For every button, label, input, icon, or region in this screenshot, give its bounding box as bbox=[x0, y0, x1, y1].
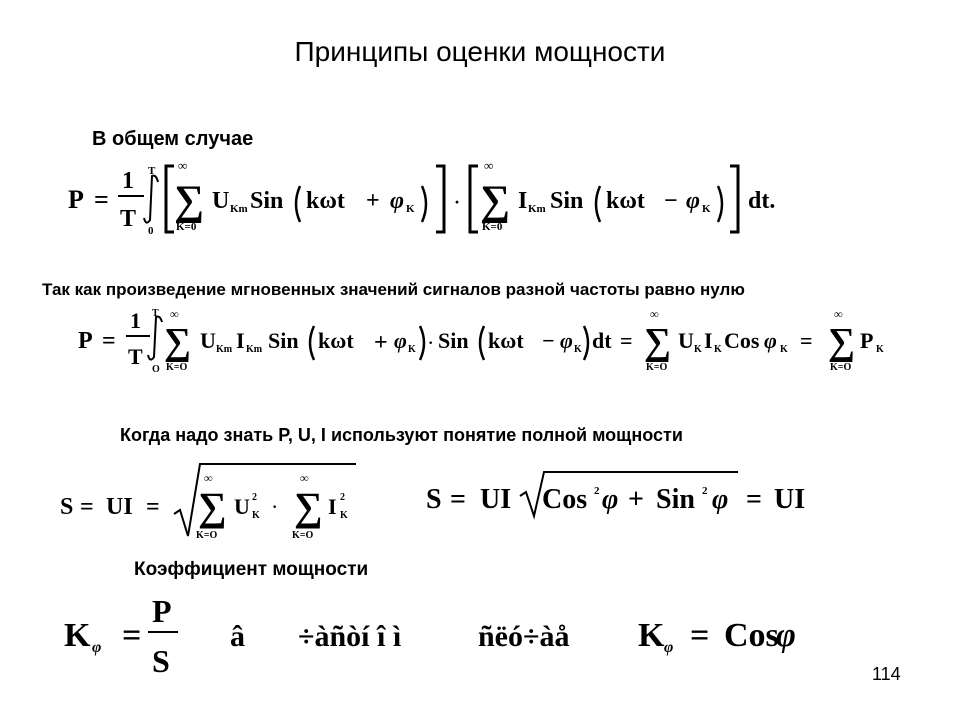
eq5-cos: Cos bbox=[724, 617, 779, 654]
slide-title: Принципы оценки мощности bbox=[294, 36, 666, 67]
page-number: 114 bbox=[872, 664, 901, 684]
eq1-sin1: Sin bbox=[250, 188, 284, 214]
eq1-phi2-sub: K bbox=[702, 203, 711, 215]
eq1-plus: + bbox=[366, 188, 380, 214]
eq2-sum3-bottom: K=O bbox=[830, 362, 852, 373]
eq5-garbled-3: ñëó÷àå bbox=[478, 620, 570, 653]
sum-sign-icon: ∑ bbox=[164, 321, 192, 363]
eq4-sin-sup: 2 bbox=[702, 485, 708, 497]
equation-general-power bbox=[60, 160, 820, 242]
equation-apparent-power bbox=[56, 462, 376, 546]
right-paren-icon bbox=[584, 326, 588, 360]
eq5-phi: φ bbox=[776, 617, 796, 654]
sum-sign-icon: ∑ bbox=[174, 178, 204, 224]
eq1-equals: = bbox=[94, 185, 109, 214]
eq2-p: P bbox=[860, 328, 874, 353]
eq1-i-sub: Km bbox=[528, 203, 546, 215]
eq1-dot: · bbox=[454, 192, 461, 212]
eq1-u-sub: Km bbox=[230, 203, 248, 215]
eq2-int-upper: T bbox=[152, 308, 159, 319]
eq3-sum1-bottom: K=O bbox=[196, 530, 218, 541]
eq2-sum1-bottom: K=O bbox=[166, 362, 188, 373]
eq3-i: I bbox=[328, 494, 337, 519]
eq2-minus: − bbox=[542, 328, 555, 353]
eq2-sum3-top: ∞ bbox=[834, 307, 843, 321]
eq2-cos: Cos bbox=[724, 328, 760, 353]
eq3-sum1-top: ∞ bbox=[204, 471, 213, 485]
eq5-equals: = bbox=[122, 617, 142, 654]
eq1-int-upper: T bbox=[148, 165, 156, 177]
eq2-frac-den: T bbox=[128, 344, 143, 369]
eq4-equals: = bbox=[450, 484, 466, 515]
eq1-sum2-bottom: K=0 bbox=[482, 221, 503, 233]
eq2-phi2: φ bbox=[560, 328, 573, 353]
eq2-i-sub: Km bbox=[246, 344, 263, 355]
left-bracket-icon bbox=[470, 166, 478, 232]
eq1-phi1-sub: K bbox=[406, 203, 415, 215]
eq4-phi1: φ bbox=[602, 484, 619, 515]
eq3-sum2-top: ∞ bbox=[300, 471, 309, 485]
eq1-dt: dt. bbox=[748, 188, 776, 214]
eq1-sum1-bottom: K=0 bbox=[176, 221, 197, 233]
eq4-cos-sup: 2 bbox=[594, 485, 600, 497]
eq4-cos: Cos bbox=[542, 484, 588, 515]
eq5-garbled-1: â bbox=[230, 620, 245, 653]
right-paren-icon bbox=[420, 326, 424, 360]
eq3-ui: UI bbox=[106, 494, 133, 520]
eq1-arg2: kωt bbox=[606, 188, 645, 214]
eq4-sin: Sin bbox=[656, 484, 695, 515]
equation-apparent-power-trig bbox=[424, 466, 824, 522]
eq2-phi1-sub: K bbox=[408, 344, 416, 355]
eq3-u-sub: K bbox=[252, 510, 260, 521]
eq5-phi-sub: φ bbox=[92, 639, 102, 656]
heading-general-case: В общем случае bbox=[92, 128, 254, 150]
eq1-frac-num: 1 bbox=[122, 168, 134, 194]
eq1-int-lower: 0 bbox=[148, 225, 154, 237]
eq2-u-sub: Km bbox=[216, 344, 233, 355]
eq4-ui: UI bbox=[480, 484, 512, 515]
eq2-phi3-sub: K bbox=[780, 344, 788, 355]
heading-power-factor: Коэффициент мощности bbox=[134, 559, 369, 580]
eq2-sum2-top: ∞ bbox=[650, 307, 659, 321]
sum-sign-icon: ∑ bbox=[480, 178, 510, 224]
eq2-int-lower: O bbox=[152, 364, 160, 375]
right-bracket-icon bbox=[436, 166, 444, 232]
eq2-u2-sub: K bbox=[694, 344, 702, 355]
left-bracket-icon bbox=[166, 166, 174, 232]
eq3-u: U bbox=[234, 494, 250, 519]
eq1-frac-den: T bbox=[120, 206, 137, 232]
eq1-lhs: P bbox=[68, 185, 84, 214]
eq2-p-sub: K bbox=[876, 344, 884, 355]
eq3-i-sub: K bbox=[340, 510, 348, 521]
eq2-dot: · bbox=[428, 335, 434, 352]
sum-sign-icon: ∑ bbox=[644, 321, 672, 363]
right-paren-icon bbox=[718, 186, 722, 222]
eq2-sum1-top: ∞ bbox=[170, 307, 179, 321]
heading-full-power: Когда надо знать P, U, I используют понятие полной мощности bbox=[120, 425, 683, 445]
eq1-u: U bbox=[212, 188, 230, 214]
eq2-sin1: Sin bbox=[268, 328, 299, 353]
eq2-equals-2: = bbox=[620, 328, 633, 353]
heading-product-zero: Так как произведение мгновенных значений сигналов разной частоты равно нулю bbox=[42, 280, 745, 299]
eq4-plus: + bbox=[628, 484, 644, 515]
eq5-k: K bbox=[64, 617, 91, 654]
eq3-lhs: S bbox=[60, 494, 74, 520]
integral-sign-icon bbox=[148, 317, 162, 360]
eq2-dt: dt bbox=[592, 328, 612, 353]
eq5-equals-2: = bbox=[690, 617, 710, 654]
eq1-i: I bbox=[518, 188, 528, 214]
eq4-equals-2: = bbox=[746, 484, 762, 515]
integral-sign-icon bbox=[144, 176, 158, 223]
sum-sign-icon: ∑ bbox=[828, 321, 856, 363]
eq3-i-sup: 2 bbox=[340, 492, 345, 503]
left-paren-icon bbox=[480, 326, 484, 360]
eq2-phi1: φ bbox=[394, 328, 407, 353]
eq3-dot: · bbox=[272, 499, 278, 516]
eq5-frac-den: S bbox=[152, 643, 170, 679]
eq1-sum2-top: ∞ bbox=[484, 158, 494, 173]
eq3-u-sup: 2 bbox=[252, 492, 257, 503]
eq3-equals: = bbox=[80, 494, 94, 520]
eq1-minus: − bbox=[664, 188, 678, 214]
eq5-garbled-2: ÷àñòí î ì bbox=[298, 620, 402, 653]
equation-power-factor bbox=[62, 594, 822, 684]
eq3-sum2-bottom: K=O bbox=[292, 530, 314, 541]
eq2-sin2: Sin bbox=[438, 328, 469, 353]
eq2-phi3: φ bbox=[764, 328, 777, 353]
eq1-sin2: Sin bbox=[550, 188, 584, 214]
eq1-arg1: kωt bbox=[306, 188, 345, 214]
eq2-arg2: kωt bbox=[488, 328, 524, 353]
eq2-u2: U bbox=[678, 328, 694, 353]
eq2-u: U bbox=[200, 328, 216, 353]
eq2-plus: + bbox=[374, 330, 388, 356]
eq2-phi2-sub: K bbox=[574, 344, 582, 355]
eq2-lhs: P bbox=[78, 328, 93, 354]
eq4-phi2: φ bbox=[712, 484, 729, 515]
eq1-phi1: φ bbox=[390, 188, 405, 214]
eq2-arg1: kωt bbox=[318, 328, 354, 353]
eq2-equals: = bbox=[102, 328, 116, 354]
left-paren-icon bbox=[296, 186, 300, 222]
left-paren-icon bbox=[310, 326, 314, 360]
eq2-i2: I bbox=[704, 328, 713, 353]
eq2-equals-3: = bbox=[800, 328, 813, 353]
eq1-phi2: φ bbox=[686, 188, 701, 214]
sum-sign-icon: ∑ bbox=[294, 484, 323, 529]
sum-sign-icon: ∑ bbox=[198, 484, 227, 529]
eq5-k2: K bbox=[638, 617, 665, 654]
right-bracket-icon bbox=[730, 166, 738, 232]
eq2-frac-num: 1 bbox=[130, 308, 141, 333]
eq3-equals-2: = bbox=[146, 494, 160, 520]
eq1-sum1-top: ∞ bbox=[178, 158, 188, 173]
eq5-phi2-sub: φ bbox=[664, 639, 674, 656]
eq5-frac-num: P bbox=[152, 593, 172, 629]
left-paren-icon bbox=[596, 186, 600, 222]
eq4-rhs: UI bbox=[774, 484, 806, 515]
eq4-lhs: S bbox=[426, 484, 442, 515]
right-paren-icon bbox=[422, 186, 426, 222]
equation-active-power bbox=[60, 306, 900, 380]
eq2-i2-sub: K bbox=[714, 344, 722, 355]
eq2-sum2-bottom: K=O bbox=[646, 362, 668, 373]
eq2-i: I bbox=[236, 328, 245, 353]
